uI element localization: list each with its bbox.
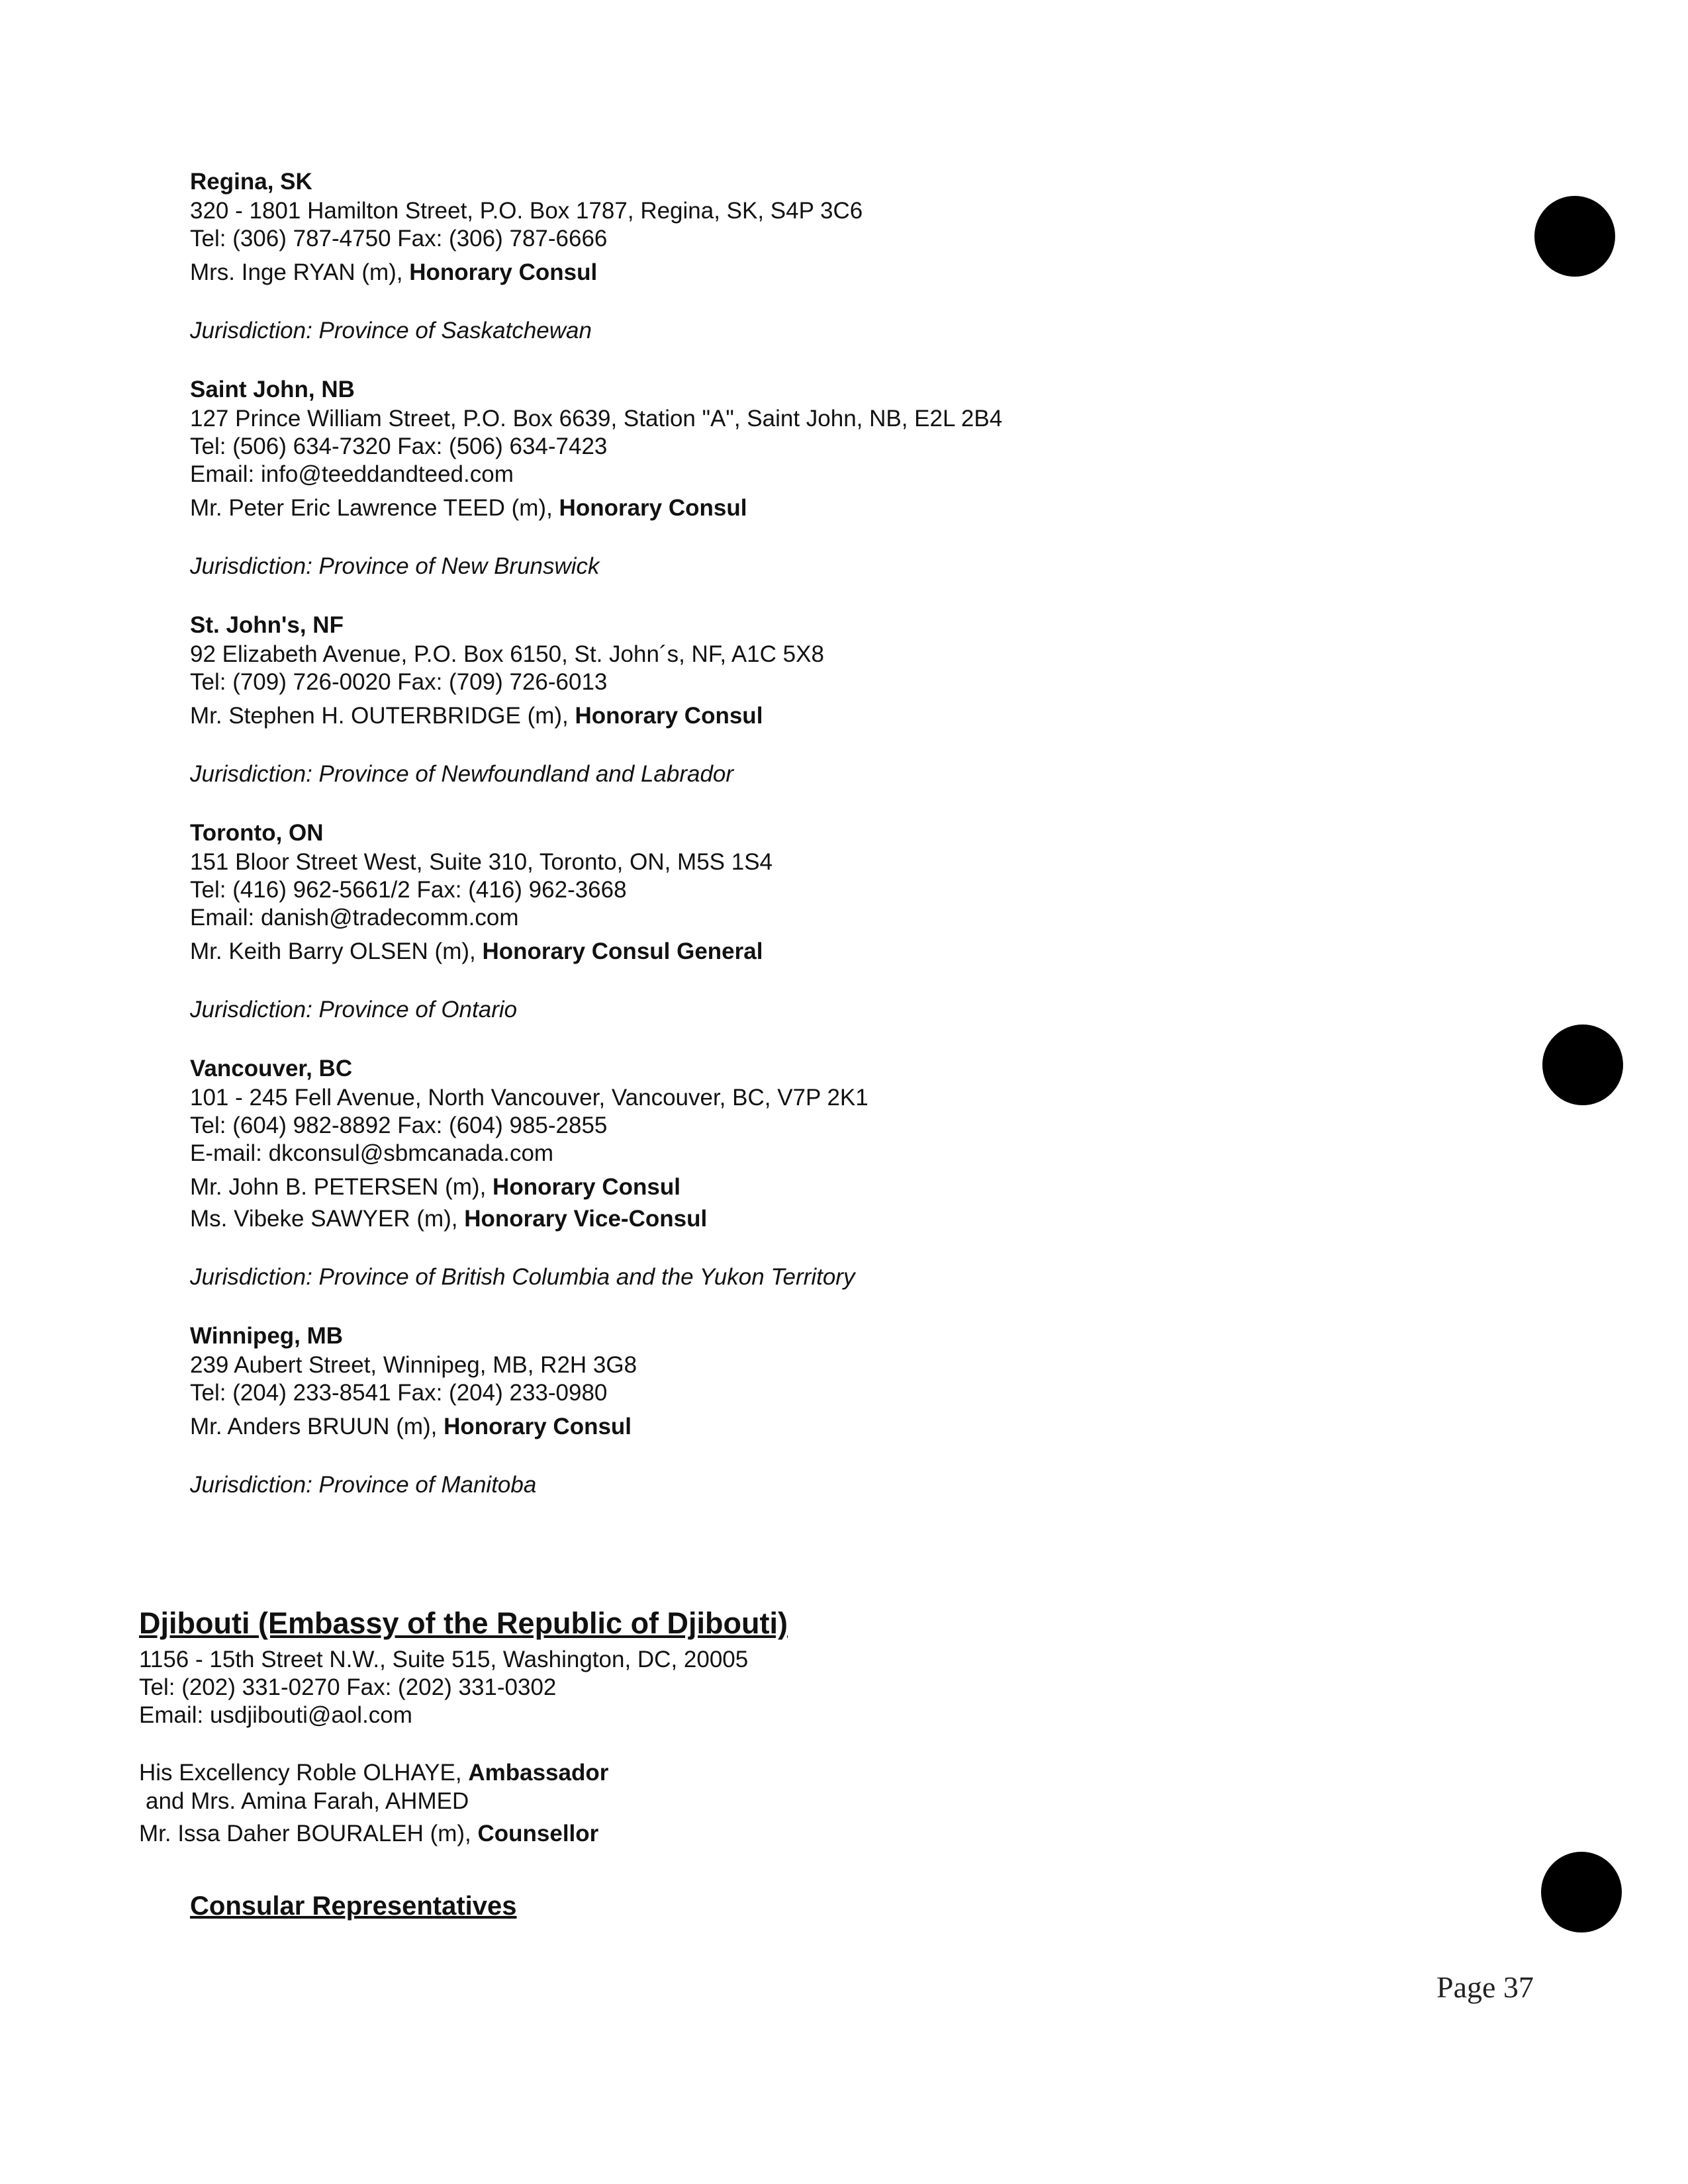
jurisdiction: Jurisdiction: Province of Ontario: [190, 997, 518, 1023]
country-title: Djibouti (Embassy of the Republic of Djibouti): [139, 1606, 788, 1640]
address-line: 151 Bloor Street West, Suite 310, Toronto, ON, M5S 1S4: [190, 849, 773, 875]
representative: Mrs. Inge RYAN (m), Honorary Consul: [190, 259, 598, 285]
page-number: Page 37: [1436, 1970, 1534, 2004]
address-line: 320 - 1801 Hamilton Street, P.O. Box 1787, Regina, SK, S4P 3C6: [190, 198, 863, 224]
email-line: Email: info@teeddandteed.com: [190, 461, 514, 487]
consulate-entry: [190, 167, 1448, 345]
phone-line: Tel: (506) 634-7320 Fax: (506) 634-7423: [190, 433, 608, 459]
consulate-entry: [190, 1054, 1448, 1292]
representative: Mr. Stephen H. OUTERBRIDGE (m), Honorary Consul: [190, 703, 763, 729]
phone-line: Tel: (306) 787-4750 Fax: (306) 787-6666: [190, 226, 608, 251]
punch-hole: [1542, 1024, 1623, 1105]
city-heading: Regina, SK: [190, 169, 312, 195]
country-section: [139, 1605, 1529, 1848]
phone-line: Tel: (604) 982-8892 Fax: (604) 985-2855: [190, 1113, 608, 1138]
phone-line: Tel: (416) 962-5661/2 Fax: (416) 962-3668: [190, 877, 627, 903]
address-line: 101 - 245 Fell Avenue, North Vancouver, Vancouver, BC, V7P 2K1: [190, 1085, 868, 1111]
jurisdiction: Jurisdiction: Province of Newfoundland and Labrador: [190, 761, 734, 787]
address-line: 127 Prince William Street, P.O. Box 6639, Station "A", Saint John, NB, E2L 2B4: [190, 406, 1003, 432]
counsellor: Mr. Issa Daher BOURALEH (m), Counsellor: [139, 1821, 599, 1846]
email-line: E-mail: dkconsul@sbmcanada.com: [190, 1140, 554, 1166]
jurisdiction: Jurisdiction: Province of British Columbia and the Yukon Territory: [190, 1264, 855, 1290]
representative: Mr. Anders BRUUN (m), Honorary Consul: [190, 1414, 632, 1439]
city-heading: St. John's, NF: [190, 612, 344, 638]
city-heading: Winnipeg, MB: [190, 1323, 344, 1349]
phone-line: Tel: (202) 331-0270 Fax: (202) 331-0302: [139, 1674, 557, 1700]
jurisdiction: Jurisdiction: Province of New Brunswick: [190, 553, 600, 579]
consulate-entry: [190, 1321, 1448, 1500]
consulate-entry: [190, 818, 1448, 1024]
consulate-entry: [190, 610, 1448, 789]
phone-line: Tel: (204) 233-8541 Fax: (204) 233-0980: [190, 1380, 608, 1406]
address-line: 1156 - 15th Street N.W., Suite 515, Washington, DC, 20005: [139, 1647, 749, 1672]
email-line: Email: usdjibouti@aol.com: [139, 1702, 412, 1728]
phone-line: Tel: (709) 726-0020 Fax: (709) 726-6013: [190, 669, 608, 695]
embassy-staff: [139, 1758, 1529, 1848]
representative: Mr. John B. PETERSEN (m), Honorary Consul: [190, 1174, 680, 1200]
consulate-entry: [190, 375, 1448, 581]
email-line: Email: danish@tradecomm.com: [190, 905, 519, 931]
representative: Mr. Keith Barry OLSEN (m), Honorary Consul General: [190, 938, 763, 964]
city-heading: Vancouver, BC: [190, 1056, 353, 1081]
ambassador-spouse: and Mrs. Amina Farah, AHMED: [146, 1788, 469, 1814]
jurisdiction: Jurisdiction: Province of Saskatchewan: [190, 318, 592, 343]
ambassador: His Excellency Roble OLHAYE, Ambassador: [139, 1760, 609, 1786]
jurisdiction: Jurisdiction: Province of Manitoba: [190, 1472, 537, 1498]
representative: Mr. Peter Eric Lawrence TEED (m), Honorary Consul: [190, 495, 747, 521]
representative: Ms. Vibeke SAWYER (m), Honorary Vice-Consul: [190, 1206, 708, 1232]
city-heading: Toronto, ON: [190, 820, 324, 846]
address-line: 239 Aubert Street, Winnipeg, MB, R2H 3G8: [190, 1352, 637, 1378]
address-line: 92 Elizabeth Avenue, P.O. Box 6150, St. John´s, NF, A1C 5X8: [190, 641, 824, 667]
punch-hole: [1541, 1852, 1622, 1933]
consular-heading: Consular Representatives: [190, 1891, 517, 1921]
city-heading: Saint John, NB: [190, 377, 355, 402]
punch-hole: [1534, 196, 1615, 277]
consulate-list: [190, 167, 1448, 1529]
